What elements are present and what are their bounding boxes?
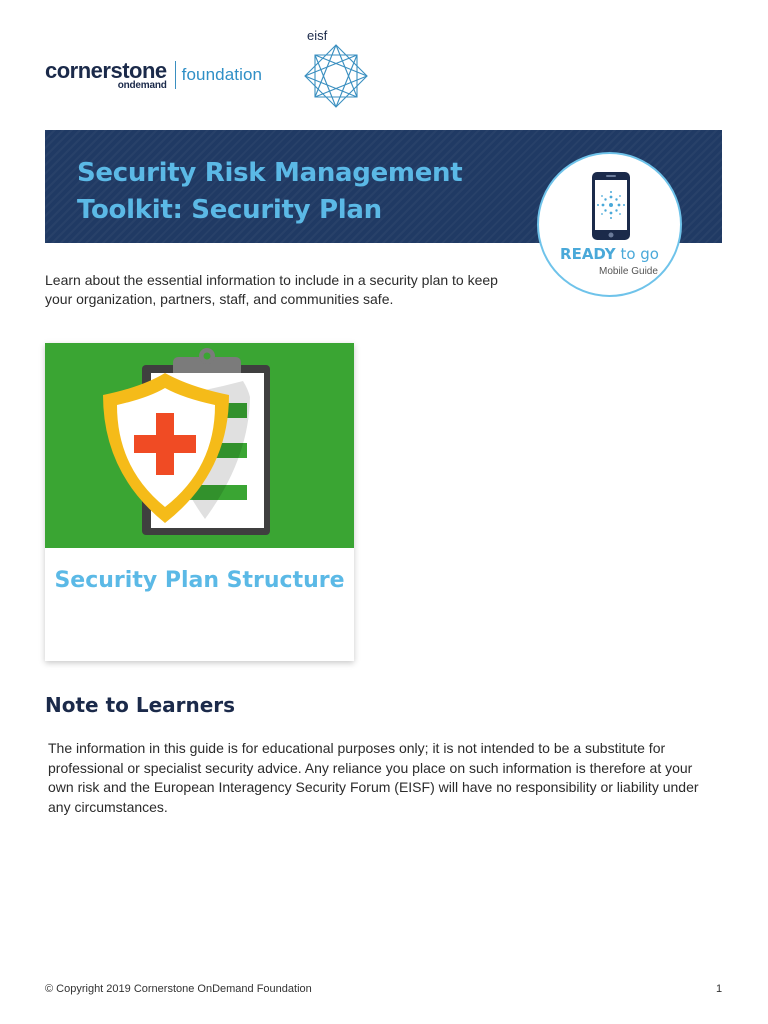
ready-text: READY bbox=[560, 245, 616, 263]
cornerstone-ondemand-foundation-logo bbox=[45, 57, 263, 91]
eisf-logo-text: eisf bbox=[307, 28, 328, 43]
to-go-text: to go bbox=[620, 245, 659, 263]
note-heading: Note to Learners bbox=[45, 693, 236, 717]
card-title: Security Plan Structure bbox=[54, 568, 345, 593]
security-plan-structure-card[interactable] bbox=[45, 343, 354, 661]
intro-paragraph: Learn about the essential information to include in a security plan to keep your organization, partners, staff, and communities safe. bbox=[45, 272, 498, 307]
page-number: 1 bbox=[716, 983, 723, 995]
page-title: Security Risk Management Toolkit: Security Plan bbox=[77, 158, 463, 225]
eisf-star-icon bbox=[303, 43, 369, 109]
ondemand-wordmark-text: ondemand bbox=[117, 79, 167, 91]
eisf-logo bbox=[303, 28, 373, 112]
note-body: The information in this guide is for educational purposes only; it is not intended to be a substitute for professional or specialist security advice. Any reliance you place on such information is therefore at your own risk and the European Interagency Security Forum (EISF) will have no responsibility or liability under any circumstances. bbox=[48, 740, 699, 815]
logo-divider bbox=[175, 61, 176, 89]
cornerstone-ondemand-wordmark bbox=[45, 57, 167, 91]
foundation-wordmark-text: foundation bbox=[181, 65, 263, 84]
cornerstone-wordmark-text: cornerstone bbox=[45, 57, 167, 83]
smartphone-icon bbox=[591, 171, 631, 241]
card-image bbox=[45, 343, 354, 548]
footer-copyright: © Copyright 2019 Cornerstone OnDemand Foundation bbox=[45, 983, 312, 995]
mobile-guide-label: Mobile Guide bbox=[599, 266, 658, 277]
clipboard-shield-icon bbox=[45, 343, 354, 548]
ready-to-go-label bbox=[539, 245, 680, 263]
logo-row bbox=[45, 28, 445, 118]
ready-to-go-badge bbox=[537, 152, 682, 297]
